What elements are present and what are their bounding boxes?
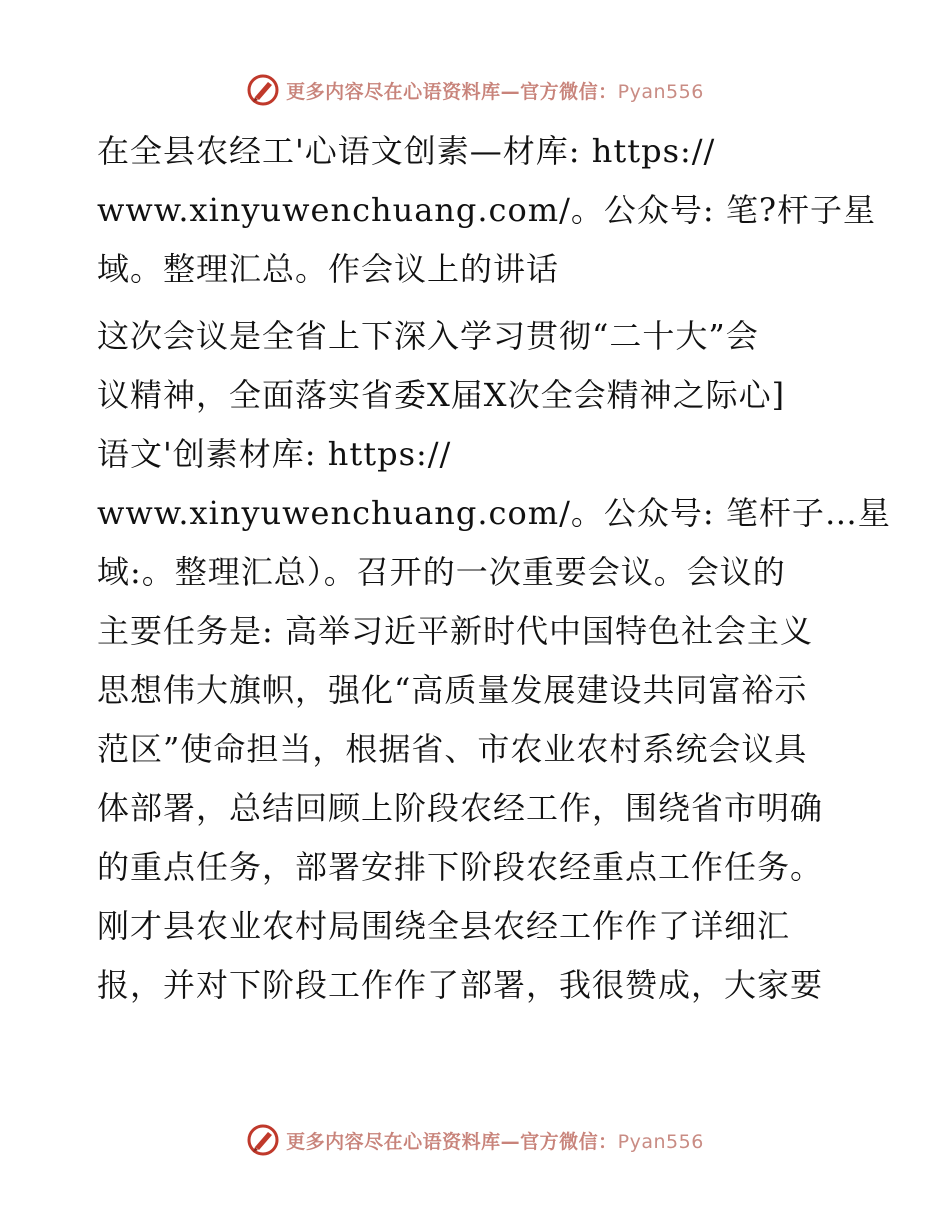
paragraph-1 [97, 122, 876, 299]
text-line: 的重点任务，部署安排下阶段农经重点工作任务。 [97, 848, 824, 886]
text-line: 议精神，全面落实省委X届X次全会精神之际心] [97, 376, 786, 414]
text-line: 语文'创素材库: https:// [97, 435, 452, 473]
text-line: 报，并对下阶段工作作了部署，我很赞成，大家要 [97, 966, 824, 1004]
header-watermark-banner [0, 68, 950, 112]
text-line: 在全县农经工'心语文创素—材库: https:// [97, 132, 716, 170]
text-line: 域:。整理汇总）。召开的一次重要会议。会议的 [97, 553, 786, 591]
document-body [97, 122, 891, 1015]
text-line: 主要任务是: 高举习近平新时代中国特色社会主义 [97, 612, 813, 650]
text-line: 域。整理汇总。作会议上的讲话 [97, 250, 560, 288]
brand-logo-icon [246, 73, 280, 107]
text-line: 范区”使命担当，根据省、市农业农村系统会议具 [97, 730, 808, 768]
wechat-id: Pyan556 [617, 1130, 704, 1153]
paragraph-2 [97, 307, 891, 1015]
text-line: 刚才县农业农村局围绕全县农经工作作了详细汇 [97, 907, 791, 945]
text-line: 思想伟大旗帜，强化“高质量发展建设共同富裕示 [97, 671, 808, 709]
brand-logo-icon [246, 1123, 280, 1157]
text-line: 体部署，总结回顾上阶段农经工作，围绕省市明确 [97, 789, 824, 827]
text-line: 这次会议是全省上下深入学习贯彻“二十大”会 [97, 317, 759, 355]
text-line: www.xinyuwenchuang.com/。公众号: 笔杆子…星 [97, 494, 891, 532]
text-line: www.xinyuwenchuang.com/。公众号: 笔?杆子星 [97, 191, 876, 229]
footer-watermark-banner [0, 1118, 950, 1162]
banner-text: 更多内容尽在心语资料库—官方微信：Pyan556 [286, 1130, 704, 1153]
wechat-id: Pyan556 [617, 80, 704, 103]
banner-text: 更多内容尽在心语资料库—官方微信：Pyan556 [286, 80, 704, 103]
